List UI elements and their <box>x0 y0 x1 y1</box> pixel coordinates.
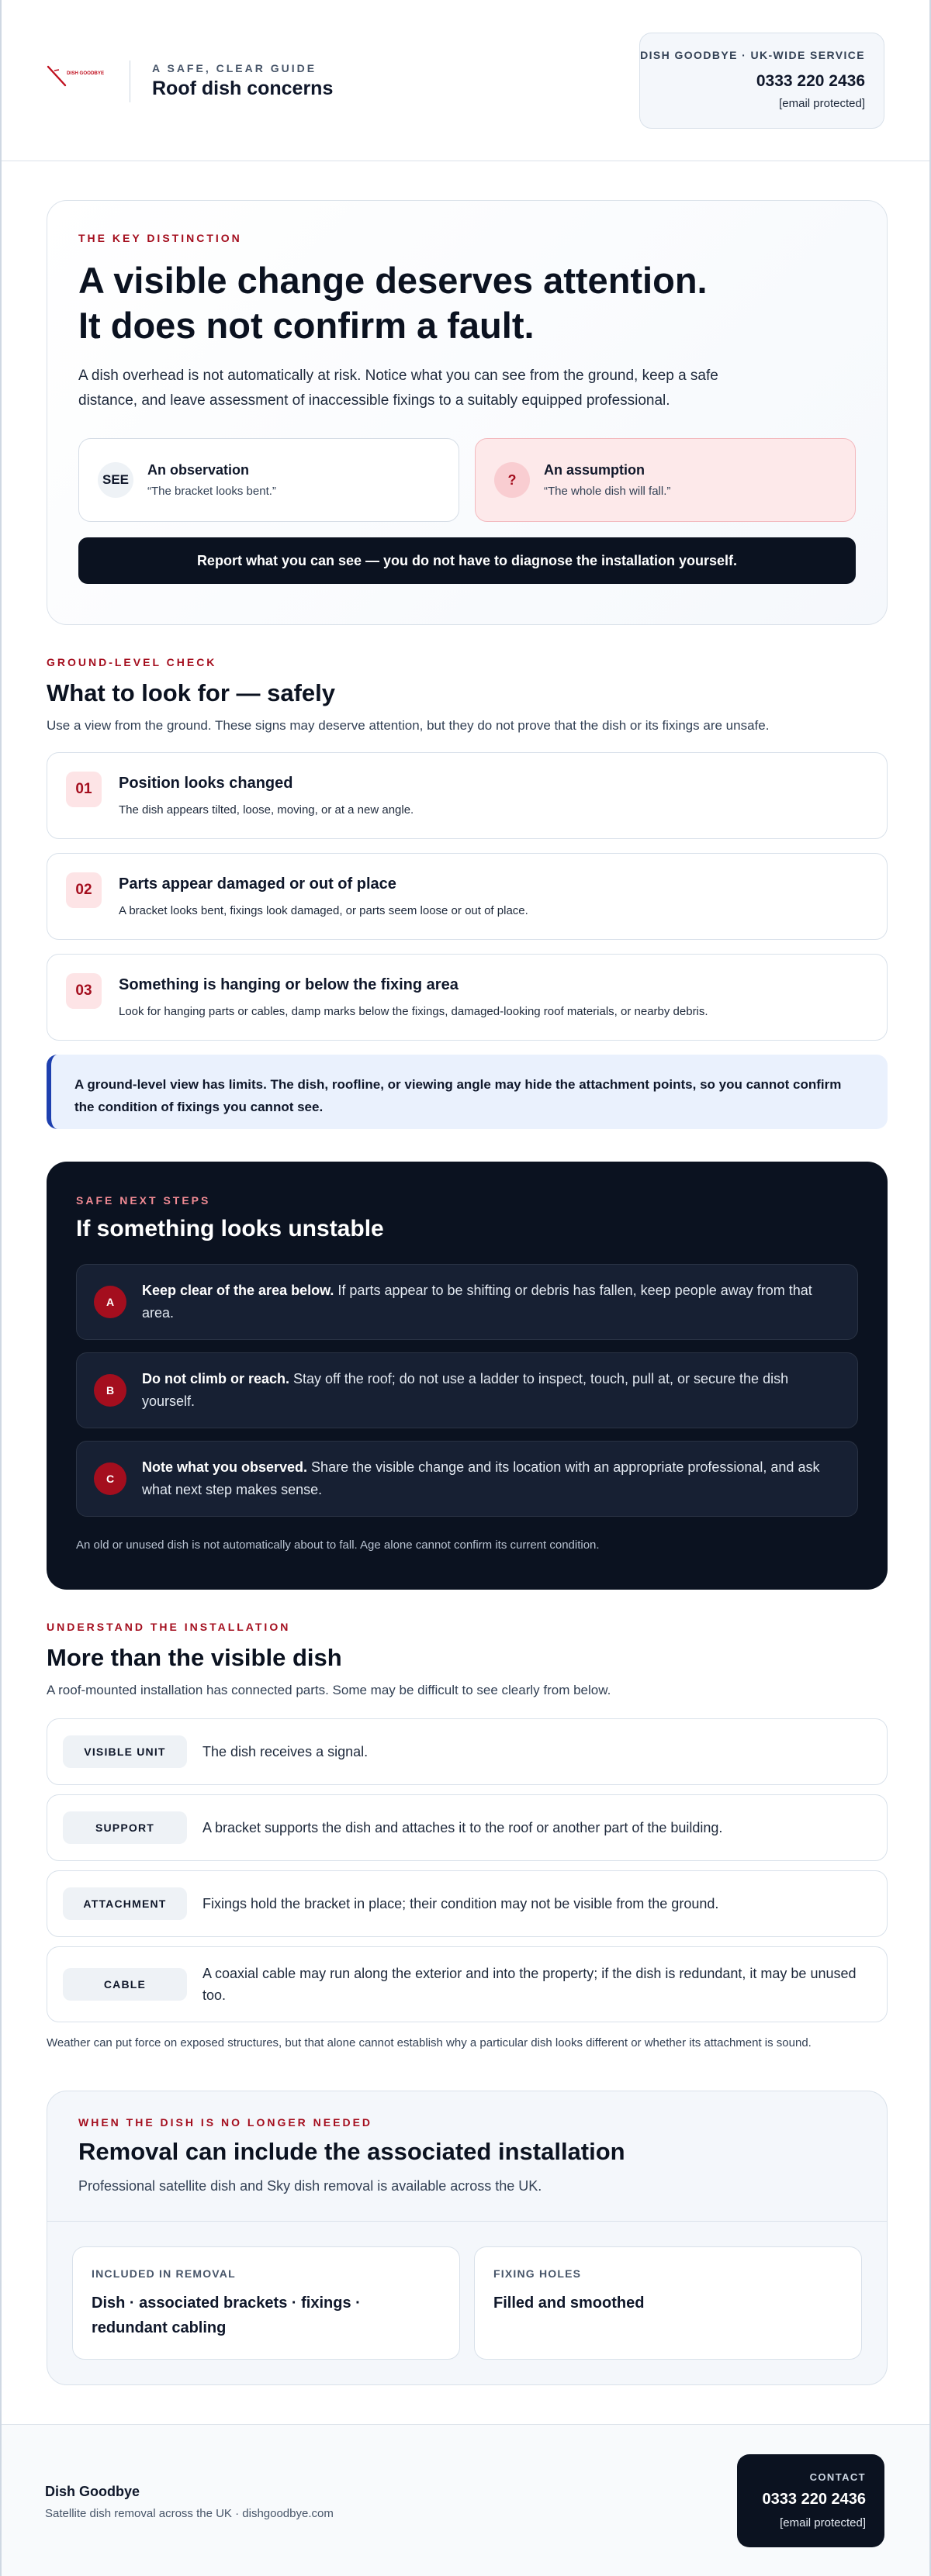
steps-list <box>76 1264 858 1517</box>
observation-title: An observation <box>147 462 250 478</box>
install-tag: SUPPORT <box>63 1811 187 1844</box>
check-title: Position looks changed <box>119 775 293 792</box>
install-rows <box>47 1718 888 2022</box>
limits-note: A ground-level view has limits. The dish, roofline, or viewing angle may hide the attachment points, so you cannot confirm the condition of fixings you cannot see. <box>47 1055 888 1129</box>
step-item <box>76 1441 858 1517</box>
step-letter: B <box>94 1374 126 1407</box>
footer-email-link[interactable]: [email protected] <box>780 2516 866 2529</box>
footer-contact-card <box>737 2454 884 2547</box>
footer-brand: Dish Goodbye <box>45 2484 140 2499</box>
check-number: 03 <box>66 973 102 1009</box>
check-item <box>47 954 888 1041</box>
safe-steps-panel <box>47 1162 888 1590</box>
step-text: Share the visible change and its location with an appropriate professional, and ask what next step makes sense. <box>142 1459 820 1497</box>
check-item <box>47 853 888 940</box>
install-text: A coaxial cable may run along the exterior and into the property; if the dish is redundant, it may be unused too. <box>202 1966 857 2003</box>
step-item <box>76 1352 858 1428</box>
check-desc: The dish appears tilted, loose, moving, or at a new angle. <box>119 803 414 817</box>
install-row <box>47 1946 888 2022</box>
observation-quote: “The bracket looks bent.” <box>147 485 276 498</box>
site-footer <box>2 2424 929 2576</box>
steps-footnote: An old or unused dish is not automatically about to fall. Age alone cannot confirm its current condition. <box>76 1538 600 1552</box>
holes-label: FIXING HOLES <box>493 2267 582 2280</box>
included-card <box>72 2246 460 2360</box>
install-sub: A roof-mounted installation has connected parts. Some may be difficult to see clearly from below. <box>47 1683 611 1697</box>
steps-kicker: SAFE NEXT STEPS <box>76 1194 211 1207</box>
assumption-quote: “The whole dish will fall.” <box>544 485 671 498</box>
header-service-label: DISH GOODBYE · UK-WIDE SERVICE <box>640 49 865 61</box>
dish-goodbye-logo[interactable] <box>47 65 109 88</box>
step-bold: Do not climb or reach. <box>142 1371 290 1386</box>
header-email-link[interactable]: [email protected] <box>779 97 865 110</box>
steps-heading: If something looks unstable <box>76 1216 384 1241</box>
check-desc: A bracket looks bent, fixings look damaged, or parts seem loose or out of place. <box>119 904 528 917</box>
step-text: Stay off the roof; do not use a ladder to inspect, touch, pull at, or secure the dish yourself. <box>142 1371 789 1409</box>
header-phone-link[interactable]: 0333 220 2436 <box>756 72 865 90</box>
included-value: Dish · associated brackets · fixings · redundant cabling <box>92 2295 361 2336</box>
intro-heading-line1: A visible change deserves attention. <box>78 260 708 301</box>
removal-heading: Removal can include the associated installation <box>78 2138 625 2165</box>
svg-text:DISH GOODBYE: DISH GOODBYE <box>67 71 105 76</box>
see-badge: SEE <box>98 462 133 498</box>
installation-section <box>47 1621 888 2049</box>
check-number: 02 <box>66 872 102 908</box>
install-row <box>47 1870 888 1937</box>
key-distinction-card <box>47 200 888 625</box>
footer-contact-label: CONTACT <box>809 2471 866 2483</box>
footer-phone-link[interactable]: 0333 220 2436 <box>762 2491 866 2508</box>
intro-lead: A dish overhead is not automatically at risk. Notice what you can see from the ground, keep a safe distance, and leave assessment of inaccessible fixings to a suitably equipped professional. <box>78 368 718 409</box>
assumption-title: An assumption <box>544 462 645 478</box>
install-row <box>47 1718 888 1785</box>
step-bold: Note what you observed. <box>142 1459 308 1475</box>
check-desc: Look for hanging parts or cables, damp marks below the fixings, damaged-looking roof materials, or nearby debris. <box>119 1005 708 1018</box>
ground-heading: What to look for — safely <box>47 679 336 706</box>
comparison-row <box>78 438 856 522</box>
step-bold: Keep clear of the area below. <box>142 1283 334 1298</box>
install-kicker: UNDERSTAND THE INSTALLATION <box>47 1621 291 1633</box>
check-list <box>47 752 888 1041</box>
step-letter: C <box>94 1462 126 1495</box>
included-label: INCLUDED IN REMOVAL <box>92 2267 236 2280</box>
check-title: Parts appear damaged or out of place <box>119 875 396 893</box>
step-text: If parts appear to be shifting or debris has fallen, keep people away from that area. <box>142 1283 812 1321</box>
header-title: Roof dish concerns <box>152 78 334 99</box>
fixing-holes-card <box>474 2246 862 2360</box>
assumption-card <box>475 438 856 522</box>
ground-level-section <box>47 656 888 1129</box>
install-heading: More than the visible dish <box>47 1644 342 1671</box>
install-text: Fixings hold the bracket in place; their condition may not be visible from the ground. <box>202 1896 719 1911</box>
check-item <box>47 752 888 839</box>
install-tag: VISIBLE UNIT <box>63 1735 187 1768</box>
ground-sub: Use a view from the ground. These signs may deserve attention, but they do not prove that the dish or its fixings are unsafe. <box>47 718 770 733</box>
weather-note: Weather can put force on exposed structures, but that alone cannot establish why a particular dish looks different or whether its attachment is sound. <box>47 2036 812 2049</box>
question-badge: ? <box>494 462 530 498</box>
intro-heading-line2: It does not confirm a fault. <box>78 305 535 346</box>
check-title: Something is hanging or below the fixing area <box>119 976 459 993</box>
step-letter: A <box>94 1286 126 1318</box>
intro-heading <box>78 258 856 348</box>
install-row <box>47 1794 888 1861</box>
check-number: 01 <box>66 772 102 807</box>
header-contact-card <box>639 33 884 129</box>
removal-kicker: WHEN THE DISH IS NO LONGER NEEDED <box>78 2116 373 2129</box>
report-banner: Report what you can see — you do not have to diagnose the installation yourself. <box>78 537 856 584</box>
holes-value: Filled and smoothed <box>493 2295 645 2312</box>
removal-card <box>47 2091 888 2385</box>
site-header <box>2 0 929 161</box>
intro-kicker: THE KEY DISTINCTION <box>78 232 242 244</box>
ground-kicker: GROUND-LEVEL CHECK <box>47 656 217 668</box>
install-text: A bracket supports the dish and attaches it to the roof or another part of the building. <box>202 1820 723 1835</box>
removal-sub: Professional satellite dish and Sky dish removal is available across the UK. <box>78 2178 542 2194</box>
observation-card <box>78 438 459 522</box>
install-text: The dish receives a signal. <box>202 1744 369 1759</box>
step-item <box>76 1264 858 1340</box>
install-tag: CABLE <box>63 1968 187 2001</box>
header-kicker: A SAFE, CLEAR GUIDE <box>152 62 317 74</box>
footer-tagline: Satellite dish removal across the UK · dishgoodbye.com <box>45 2507 334 2520</box>
install-tag: ATTACHMENT <box>63 1887 187 1920</box>
